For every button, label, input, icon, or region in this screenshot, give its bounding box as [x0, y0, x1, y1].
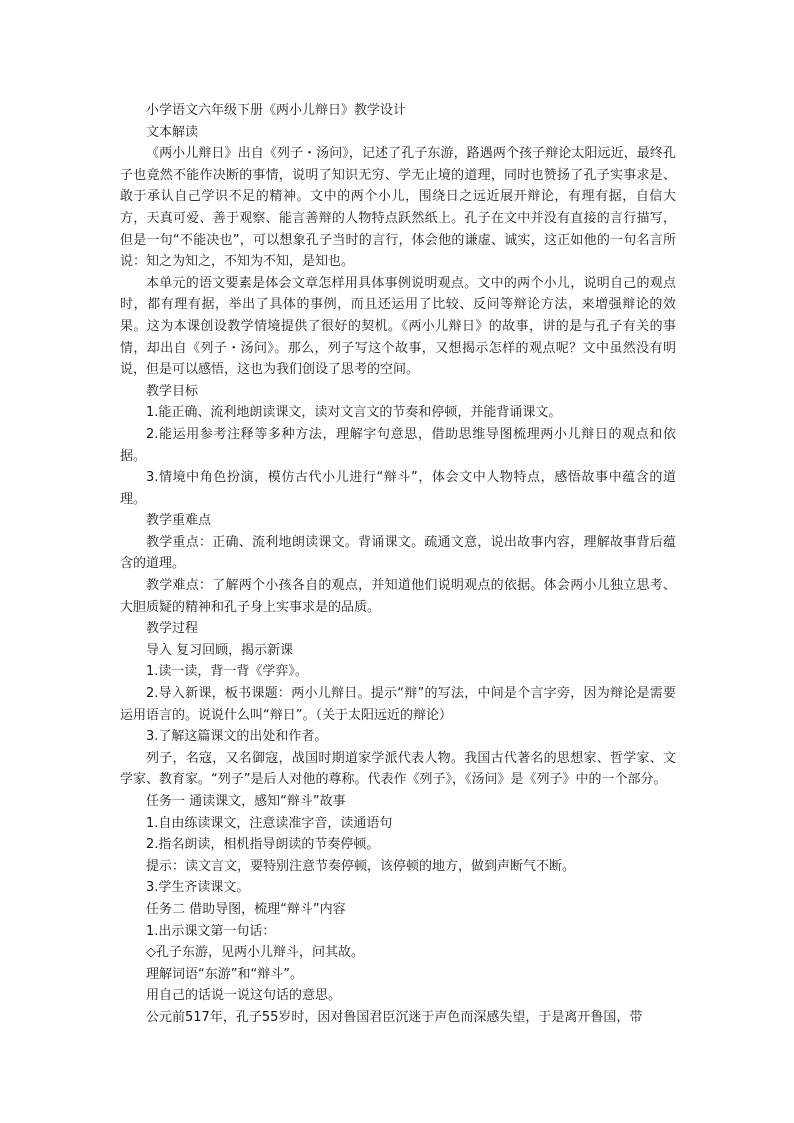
- paragraph: 公元前517年，孔子55岁时，因对鲁国君臣沉迷于声色而深感失望，于是离开鲁国，带: [146, 1009, 643, 1025]
- document-title: 小学语文六年级下册《两小儿辩日》教学设计: [146, 103, 407, 118]
- paragraph: 本单元的语文要素是体会文章怎样用具体事例说明观点。文中的两个小儿，说明自己的观点时，都有理有据，举出了具体的事例，而且还运用了比较、反问等辩论方法，来增强辩论的效果。这为本课创设教学情境提供了很好的契机。《两小儿辩日》的故事，讲的是与孔子有关的事情，却出自《列子・汤问》。那么，列子写这个故事，又想揭示怎样的观点呢？文中虽然没有明说，但是可以感悟，这也为我们创设了思考的空间。: [120, 275, 676, 378]
- list-item: 2.指名朗读，相机指导朗读的节奏停顿。: [146, 837, 380, 853]
- list-item: 2.能运用参考注释等多种方法，理解字句意思，借助思维导图梳理两小儿辩日的观点和依据。: [120, 426, 676, 464]
- list-item: 1.自由练读课文，注意读准字音，读通语句: [146, 815, 393, 831]
- section-heading-process: 教学过程: [146, 621, 199, 637]
- list-item: 1.出示课文第一句话：: [146, 923, 276, 939]
- paragraph: 用自己的话说一说这句话的意思。: [146, 988, 342, 1004]
- paragraph: 《两小儿辩日》出自《列子・汤问》，记述了孔子东游，路遇两个孩子辩论太阳远近，最终孔子也竟然不能作决断的事情，说明了知识无穷、学无止境的道理，同时也赞扬了孔子实事求是、敢于承认自己学识不足的精神。文中的两个小儿，围绕日之远近展开辩论，有理有据，自信大方，天真可爱、善于观察、能言善辩的人物特点跃然纸上。孔子在文中并没有直接的言行描写，但是一句“不能决也”，可以想象孔子当时的言行，体会他的谦虚、诚实，这正如他的一句名言所说：知之为知之，不知为不知，是知也。: [120, 146, 676, 270]
- paragraph: 理解词语“东游”和“辩斗”。: [146, 966, 303, 982]
- paragraph: 教学重点：正确、流利地朗读课文。背诵课文。疏通文意，说出故事内容，理解故事背后蕴含的道理。: [120, 534, 676, 572]
- paragraph: 列子，名寇，又名御寇，战国时期道家学派代表人物。我国古代著名的思想家、哲学家、文学家、教育家。“列子”是后人对他的尊称。代表作《列子》，《汤问》是《列子》中的一个部分。: [120, 750, 676, 788]
- section-heading-key-points: 教学重难点: [146, 513, 212, 529]
- list-item: 2.导入新课，板书课题：两小儿辩日。提示“辩”的写法，中间是个言字旁，因为辩论是需要运用语言的。说说什么叫“辩日”。（关于太阳远近的辩论）: [120, 686, 676, 723]
- document-page: [120, 100, 676, 1029]
- list-item: 3.情境中角色扮演，模仿古代小儿进行“辩斗”，体会文中人物特点，感悟故事中蕴含的道理。: [120, 470, 676, 507]
- section-heading-objectives: 教学目标: [146, 383, 199, 399]
- sub-heading: 任务二 借助导图，梳理“辩斗”内容: [146, 901, 346, 917]
- quote-line: ◇孔子东游，见两小儿辩斗，问其故。: [146, 945, 364, 961]
- list-item: 1.能正确、流利地朗读课文，读对文言文的节奏和停顿，并能背诵课文。: [146, 405, 562, 421]
- paragraph: 提示：读文言文，要特别注意节奏停顿，该停顿的地方，做到声断气不断。: [146, 858, 576, 874]
- paragraph: 教学难点：了解两个小孩各自的观点，并知道他们说明观点的依据。体会两小儿独立思考、大胆质疑的精神和孔子身上实事求是的品质。: [120, 578, 676, 615]
- sub-heading: 导入 复习回顾，揭示新课: [146, 642, 294, 658]
- section-heading-text-analysis: 文本解读: [146, 124, 199, 140]
- list-item: 3.了解这篇课文的出处和作者。: [146, 729, 328, 745]
- sub-heading: 任务一 通读课文，感知“辩斗”故事: [146, 794, 346, 809]
- list-item: 3.学生齐读课文。: [146, 880, 250, 896]
- list-item: 1.读一读，背一背《学弈》。: [146, 664, 308, 680]
